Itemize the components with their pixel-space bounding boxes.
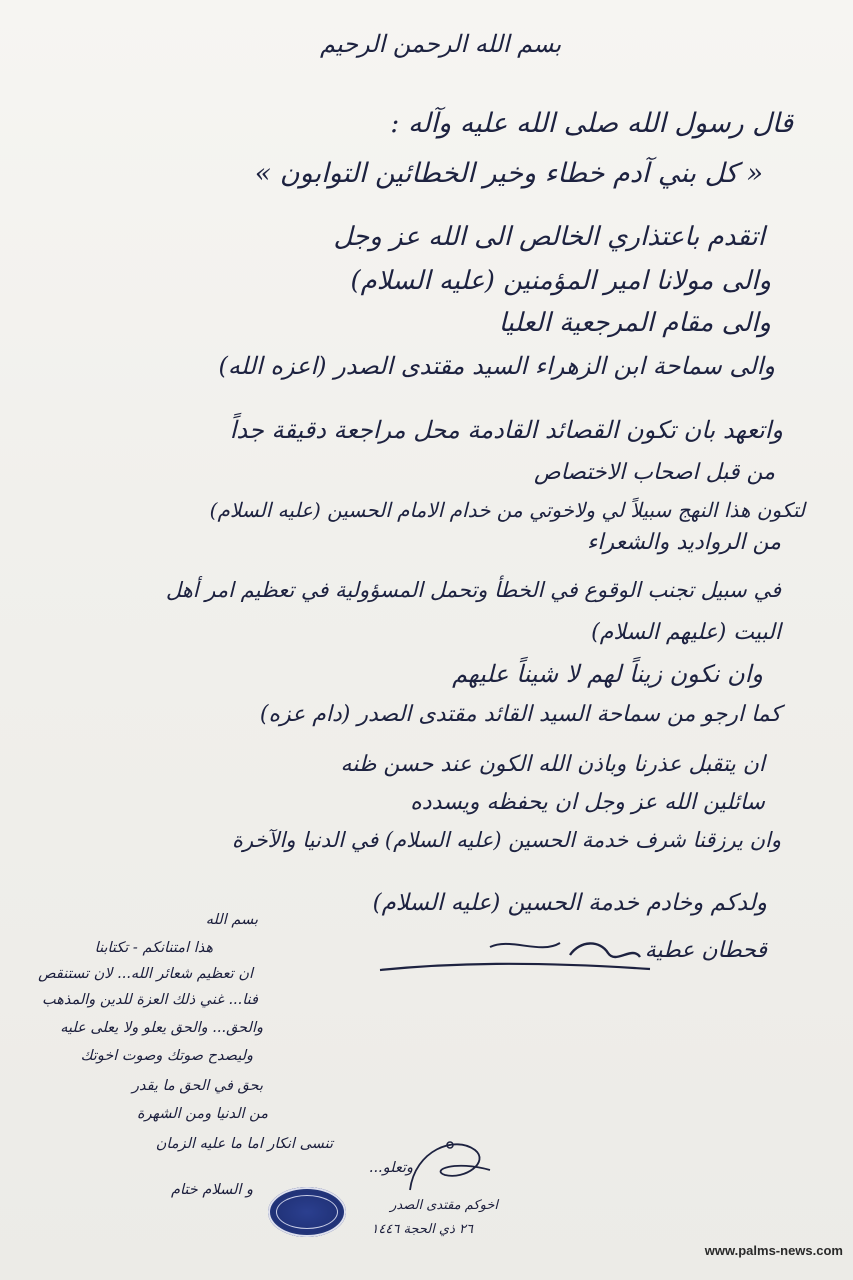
letter-line-9: لتكون هذا النهج سبيلاً لي ولاخوتي من خدام الامام الحسين (عليه السلام) bbox=[209, 498, 805, 522]
reply-date: ٢٦ ذي الحجة ١٤٤٦ bbox=[371, 1222, 473, 1237]
letter-line-18: ولدكم وخادم خدمة الحسين (عليه السلام) bbox=[372, 890, 767, 916]
letter-line-10: من الروادید والشعراء bbox=[587, 530, 781, 555]
letter-line-2: « كل بني آدم خطاء وخير الخطائين التوابون » bbox=[254, 158, 763, 189]
reply-line-8: من الدنيا ومن الشهرة bbox=[137, 1106, 268, 1122]
site-watermark: www.palms-news.com bbox=[704, 1243, 843, 1258]
reply-signer: اخوكم مقتدى الصدر bbox=[390, 1198, 498, 1213]
letter-line-4: والى مولانا امير المؤمنين (عليه السلام) bbox=[350, 266, 771, 296]
letter-line-11: في سبيل تجنب الوقوع في الخطأ وتحمل المسؤولية في تعظيم امر أهل bbox=[165, 578, 781, 602]
reply-line-2: هذا امتنانكم - تكتابنا bbox=[94, 940, 213, 956]
reply-signature-mark bbox=[395, 1130, 505, 1200]
reply-line-7: بحق في الحق ما يقدر bbox=[131, 1078, 263, 1094]
reply-line-1: بسم الله bbox=[205, 912, 258, 928]
official-stamp bbox=[268, 1187, 346, 1237]
letter-line-3: اتقدم باعتذاري الخالص الى الله عز وجل bbox=[333, 222, 765, 252]
letter-line-14: كما ارجو من سماحة السيد القائد مقتدى الصدر (دام عزه) bbox=[259, 702, 781, 727]
letter-line-13: وان نكون زيناً لهم لا شيناً عليهم bbox=[452, 660, 763, 688]
reply-line-10: وتعلو... bbox=[368, 1160, 413, 1176]
signer-name: قحطان عطية bbox=[644, 938, 767, 963]
reply-line-9: تنسى انكار اما ما عليه الزمان bbox=[155, 1136, 333, 1152]
letter-line-16: سائلين الله عز وجل ان يحفظه ويسدده bbox=[410, 790, 765, 815]
letter-line-15: ان يتقبل عذرنا وباذن الله الكون عند حسن ظنه bbox=[340, 752, 765, 777]
letter-line-8: من قبل اصحاب الاختصاص bbox=[533, 460, 775, 485]
letter-line-12: البيت (عليهم السلام) bbox=[591, 620, 781, 645]
letter-line-7: واتعهد بان تكون القصائد القادمة محل مراجعة دقيقة جداً bbox=[229, 416, 783, 444]
reply-line-4: فنا... غني ذلك العزة للدين والمذهب bbox=[41, 992, 258, 1008]
reply-line-6: وليصدح صوتك وصوت اخوتك bbox=[80, 1048, 253, 1064]
signature-mark bbox=[370, 925, 670, 985]
reply-line-5: والحق... والحق يعلو ولا يعلى عليه bbox=[60, 1020, 263, 1036]
reply-line-3: ان تعظيم شعائر الله... لان تستنقص bbox=[38, 966, 253, 982]
letter-line-6: والى سماحة ابن الزهراء السيد مقتدى الصدر (اعزه الله) bbox=[218, 352, 775, 380]
reply-line-closing: و السلام ختام bbox=[171, 1182, 253, 1198]
basmala: بسم الله الرحمن الرحيم bbox=[320, 30, 562, 58]
letter-line-5: والى مقام المرجعية العليا bbox=[498, 308, 771, 338]
letter-line-1: قال رسول الله صلى الله عليه وآله : bbox=[390, 108, 793, 139]
letter-line-17: وان يرزقنا شرف خدمة الحسين (عليه السلام) في الدنيا والآخرة bbox=[232, 828, 781, 852]
